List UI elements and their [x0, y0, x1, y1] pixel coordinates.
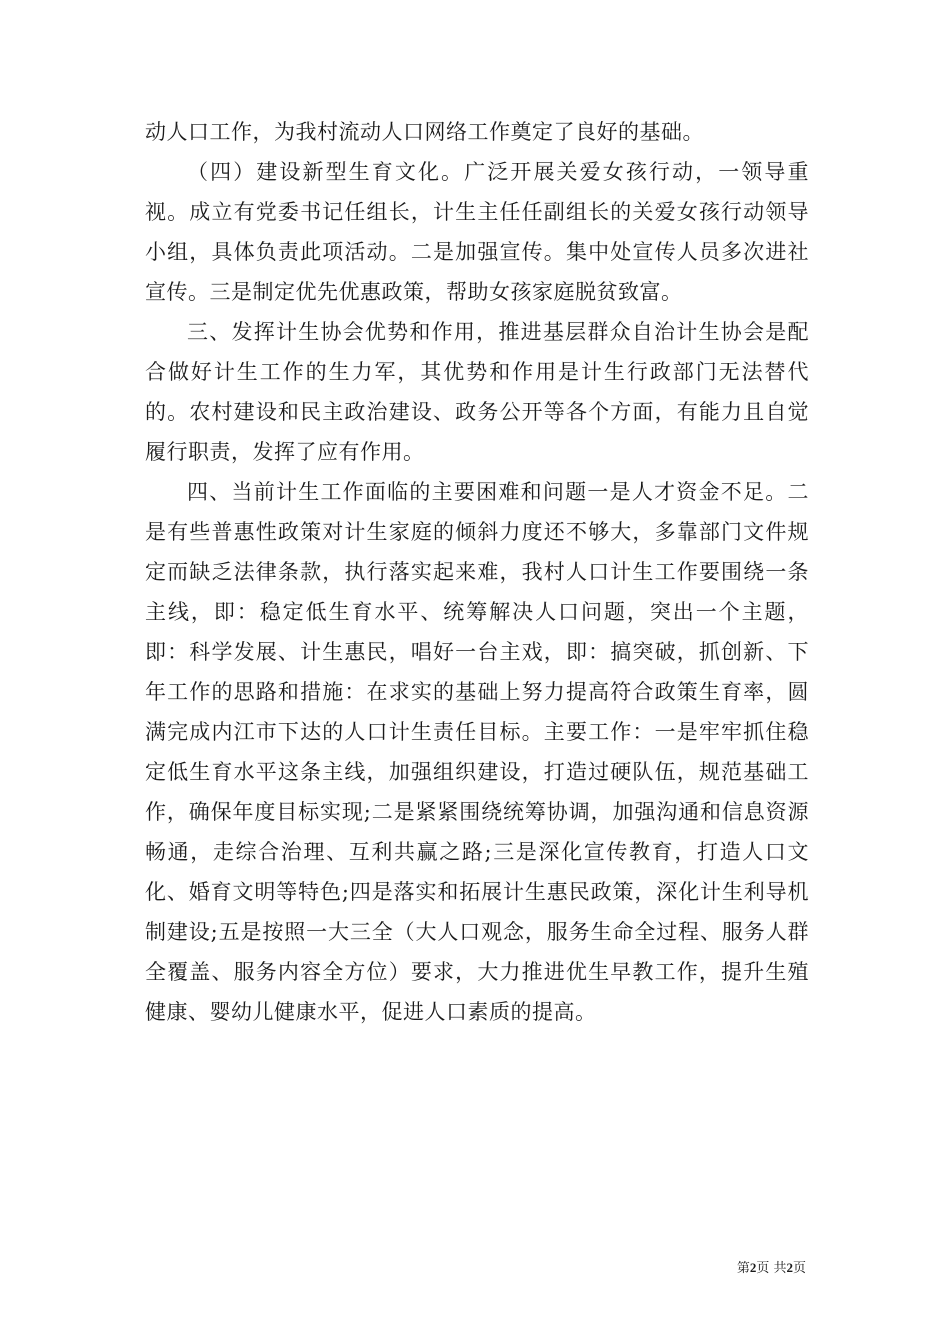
footer-suffix: 页 [792, 1261, 806, 1276]
paragraph-4: 四、当前计生工作面临的主要困难和问题一是人才资金不足。二是有些普惠性政策对计生家庭的倾斜力度还不够大，多靠部门文件规定而缺乏法律条款，执行落实起来难，我村人口计生工作要围绕一条主线，即：稳定低生育水平、统筹解决人口问题，突出一个主题，即：科学发展、计生惠民，唱好一台主戏，即：搞突破，抓创新、下年工作的思路和措施：在求实的基础上努力提高符合政策生育率，圆满完成内江市下达的人口计生责任目标。主要工作：一是牢牢抓住稳定低生育水平这条主线，加强组织建设，打造过硬队伍，规范基础工作，确保年度目标实现;二是紧紧围绕统筹协调，加强沟通和信息资源畅通，走综合治理、互利共赢之路;三是深化宣传教育，打造人口文化、婚育文明等特色;四是落实和拓展计生惠民政策，深化计生利导机制建设;五是按照一大三全（大人口观念，服务生命全过程、服务人群全覆盖、服务内容全方位）要求，大力推进优生早教工作，提升生殖健康、婴幼儿健康水平，促进人口素质的提高。 [145, 480, 809, 1024]
footer-total-pages: 2 [786, 1260, 793, 1275]
document-body [145, 112, 809, 1032]
paragraph-1: 动人口工作，为我村流动人口网络工作奠定了良好的基础。 [145, 120, 704, 144]
paragraph-3: 三、发挥计生协会优势和作用，推进基层群众自治计生协会是配合做好计生工作的生力军，其优势和作用是计生行政部门无法替代的。农村建设和民主政治建设、政务公开等各个方面，有能力且自觉履行职责，发挥了应有作用。 [145, 320, 809, 464]
footer-middle: 页 共 [756, 1261, 787, 1276]
paragraph-2: （四）建设新型生育文化。广泛开展关爱女孩行动，一领导重视。成立有党委书记任组长，计生主任任副组长的关爱女孩行动领导小组，具体负责此项活动。二是加强宣传。集中处宣传人员多次进社宣传。三是制定优先优惠政策，帮助女孩家庭脱贫致富。 [145, 160, 809, 304]
page-footer [737, 1257, 806, 1276]
footer-current-page: 2 [749, 1260, 757, 1275]
footer-prefix: 第 [736, 1261, 750, 1276]
